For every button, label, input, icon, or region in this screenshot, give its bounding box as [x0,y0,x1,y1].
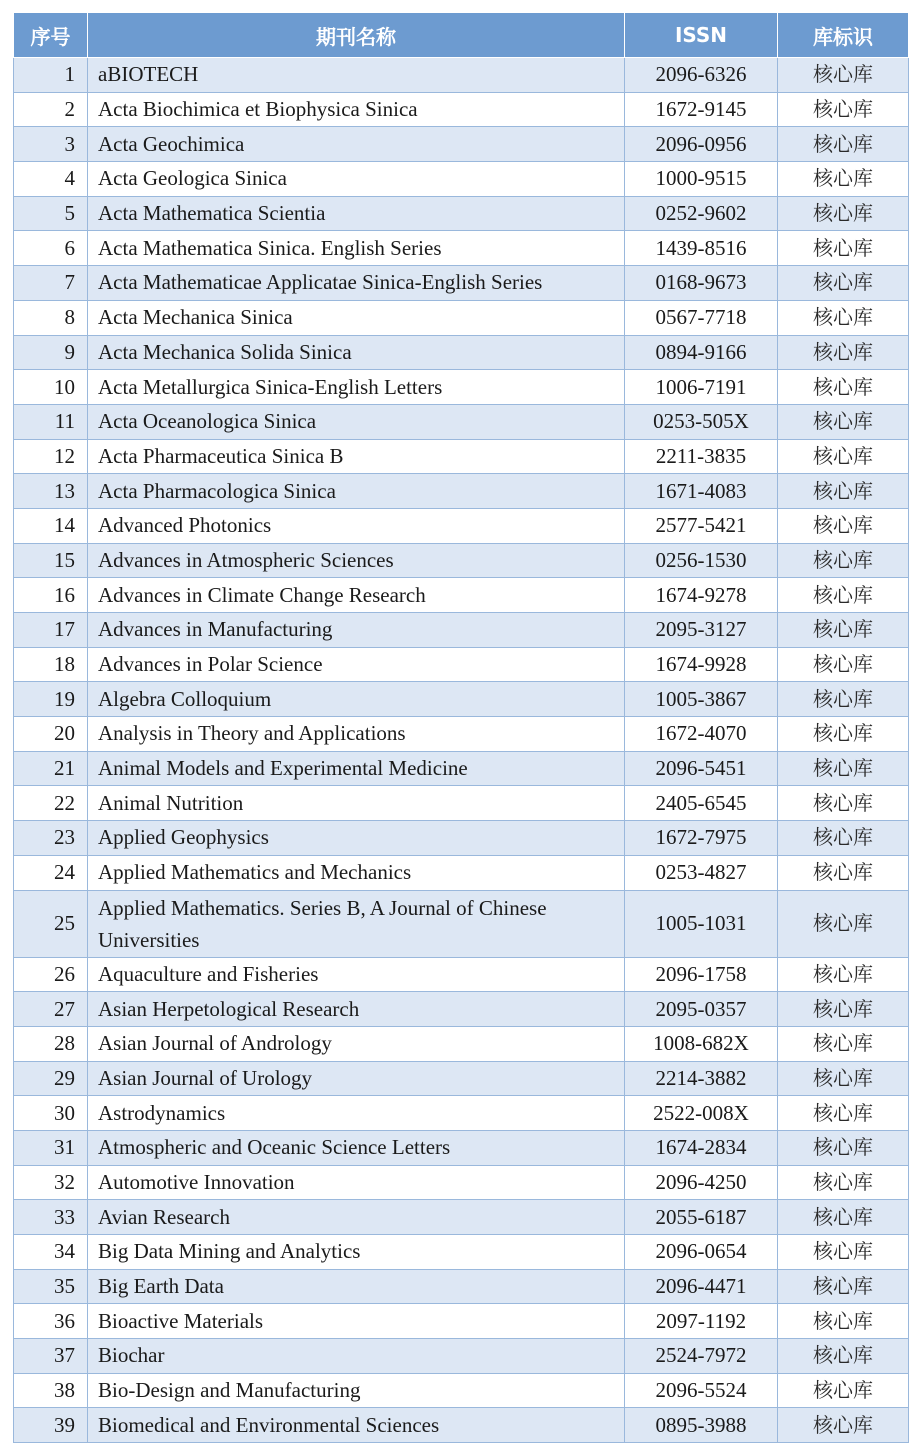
table-row [14,682,909,717]
journal-name: aBIOTECH [88,58,625,93]
row-number: 25 [14,890,88,957]
row-number: 23 [14,821,88,856]
table-row [14,266,909,301]
issn-value: 2522-008X [625,1096,778,1131]
table-row [14,1096,909,1131]
row-number: 5 [14,196,88,231]
journal-name: Applied Mathematics. Series B, A Journal of Chinese Universities [88,890,625,957]
issn-value: 2096-6326 [625,58,778,93]
library-tag: 核心库 [778,1408,909,1443]
row-number: 1 [14,58,88,93]
table-row [14,474,909,509]
issn-value: 0253-4827 [625,855,778,890]
library-tag: 核心库 [778,508,909,543]
issn-value: 2096-4250 [625,1165,778,1200]
library-tag: 核心库 [778,957,909,992]
journal-table [13,12,909,1443]
table-row [14,1235,909,1270]
table-row [14,1026,909,1061]
row-number: 30 [14,1096,88,1131]
library-tag: 核心库 [778,231,909,266]
library-tag: 核心库 [778,786,909,821]
row-number: 39 [14,1408,88,1443]
row-number: 4 [14,162,88,197]
library-tag: 核心库 [778,300,909,335]
issn-value: 2214-3882 [625,1061,778,1096]
issn-value: 1672-9145 [625,92,778,127]
library-tag: 核心库 [778,370,909,405]
row-number: 16 [14,578,88,613]
issn-value: 1005-1031 [625,890,778,957]
table-row [14,613,909,648]
journal-name: Asian Herpetological Research [88,992,625,1027]
table-row [14,1339,909,1374]
row-number: 2 [14,92,88,127]
journal-name: Acta Mathematica Scientia [88,196,625,231]
library-tag: 核心库 [778,162,909,197]
journal-name: Big Earth Data [88,1269,625,1304]
row-number: 7 [14,266,88,301]
issn-value: 1671-4083 [625,474,778,509]
header-lib: 库标识 [778,13,909,58]
library-tag: 核心库 [778,1339,909,1374]
library-tag: 核心库 [778,266,909,301]
library-tag: 核心库 [778,578,909,613]
journal-name: Advances in Atmospheric Sciences [88,543,625,578]
journal-name: Aquaculture and Fisheries [88,957,625,992]
table-row [14,231,909,266]
library-tag: 核心库 [778,1165,909,1200]
issn-value: 1000-9515 [625,162,778,197]
table-row [14,647,909,682]
journal-name: Advances in Manufacturing [88,613,625,648]
library-tag: 核心库 [778,1096,909,1131]
table-row [14,1373,909,1408]
row-number: 9 [14,335,88,370]
journal-name: Animal Models and Experimental Medicine [88,751,625,786]
library-tag: 核心库 [778,474,909,509]
journal-name: Advanced Photonics [88,508,625,543]
issn-value: 1439-8516 [625,231,778,266]
header-name: 期刊名称 [88,13,625,58]
row-number: 8 [14,300,88,335]
journal-name: Acta Mechanica Sinica [88,300,625,335]
row-number: 20 [14,717,88,752]
journal-name: Atmospheric and Oceanic Science Letters [88,1130,625,1165]
issn-value: 2524-7972 [625,1339,778,1374]
library-tag: 核心库 [778,992,909,1027]
table-row [14,1408,909,1443]
library-tag: 核心库 [778,1235,909,1270]
library-tag: 核心库 [778,1130,909,1165]
journal-name: Acta Metallurgica Sinica-English Letters [88,370,625,405]
journal-name: Avian Research [88,1200,625,1235]
library-tag: 核心库 [778,1200,909,1235]
row-number: 24 [14,855,88,890]
library-tag: 核心库 [778,647,909,682]
journal-name: Acta Geologica Sinica [88,162,625,197]
issn-value: 1672-7975 [625,821,778,856]
table-row [14,751,909,786]
table-row [14,162,909,197]
row-number: 28 [14,1026,88,1061]
table-row [14,957,909,992]
row-number: 11 [14,404,88,439]
issn-value: 0252-9602 [625,196,778,231]
table-row [14,578,909,613]
library-tag: 核心库 [778,1061,909,1096]
header-no: 序号 [14,13,88,58]
table-row [14,992,909,1027]
issn-value: 0253-505X [625,404,778,439]
row-number: 15 [14,543,88,578]
row-number: 13 [14,474,88,509]
row-number: 26 [14,957,88,992]
issn-value: 2096-4471 [625,1269,778,1304]
library-tag: 核心库 [778,92,909,127]
table-row [14,196,909,231]
table-row [14,821,909,856]
issn-value: 2095-3127 [625,613,778,648]
journal-name: Automotive Innovation [88,1165,625,1200]
journal-name: Acta Oceanologica Sinica [88,404,625,439]
journal-name: Asian Journal of Andrology [88,1026,625,1061]
library-tag: 核心库 [778,1304,909,1339]
library-tag: 核心库 [778,1373,909,1408]
issn-value: 2405-6545 [625,786,778,821]
row-number: 38 [14,1373,88,1408]
table-row [14,370,909,405]
journal-name: Biomedical and Environmental Sciences [88,1408,625,1443]
journal-name: Acta Geochimica [88,127,625,162]
table-row [14,890,909,957]
row-number: 14 [14,508,88,543]
row-number: 37 [14,1339,88,1374]
issn-value: 2096-0956 [625,127,778,162]
row-number: 18 [14,647,88,682]
journal-name: Advances in Climate Change Research [88,578,625,613]
library-tag: 核心库 [778,335,909,370]
row-number: 17 [14,613,88,648]
issn-value: 0894-9166 [625,335,778,370]
table-row [14,1304,909,1339]
library-tag: 核心库 [778,682,909,717]
journal-name: Acta Pharmaceutica Sinica B [88,439,625,474]
table-body [14,58,909,1443]
table-row [14,404,909,439]
table-row [14,1061,909,1096]
row-number: 21 [14,751,88,786]
issn-value: 2097-1192 [625,1304,778,1339]
library-tag: 核心库 [778,821,909,856]
table-row [14,335,909,370]
journal-name: Animal Nutrition [88,786,625,821]
row-number: 19 [14,682,88,717]
row-number: 10 [14,370,88,405]
row-number: 32 [14,1165,88,1200]
table-header [14,13,909,58]
journal-name: Big Data Mining and Analytics [88,1235,625,1270]
table-row [14,1130,909,1165]
library-tag: 核心库 [778,127,909,162]
journal-list [13,12,908,1443]
library-tag: 核心库 [778,58,909,93]
journal-name: Acta Pharmacologica Sinica [88,474,625,509]
journal-name: Advances in Polar Science [88,647,625,682]
library-tag: 核心库 [778,439,909,474]
issn-value: 2211-3835 [625,439,778,474]
row-number: 31 [14,1130,88,1165]
library-tag: 核心库 [778,855,909,890]
journal-name: Applied Geophysics [88,821,625,856]
table-row [14,717,909,752]
library-tag: 核心库 [778,1026,909,1061]
issn-value: 2096-0654 [625,1235,778,1270]
row-number: 12 [14,439,88,474]
issn-value: 0895-3988 [625,1408,778,1443]
library-tag: 核心库 [778,751,909,786]
issn-value: 0168-9673 [625,266,778,301]
issn-value: 0567-7718 [625,300,778,335]
journal-name: Bioactive Materials [88,1304,625,1339]
issn-value: 1008-682X [625,1026,778,1061]
issn-value: 1672-4070 [625,717,778,752]
table-row [14,439,909,474]
header-issn: ISSN [625,13,778,58]
library-tag: 核心库 [778,196,909,231]
journal-name: Bio-Design and Manufacturing [88,1373,625,1408]
issn-value: 2096-5524 [625,1373,778,1408]
row-number: 3 [14,127,88,162]
issn-value: 1674-9928 [625,647,778,682]
issn-value: 0256-1530 [625,543,778,578]
table-row [14,1200,909,1235]
issn-value: 2095-0357 [625,992,778,1027]
table-row [14,786,909,821]
table-row [14,1165,909,1200]
issn-value: 1674-9278 [625,578,778,613]
issn-value: 1005-3867 [625,682,778,717]
table-row [14,58,909,93]
header-row [14,13,909,58]
table-row [14,508,909,543]
issn-value: 2096-5451 [625,751,778,786]
issn-value: 1006-7191 [625,370,778,405]
row-number: 6 [14,231,88,266]
issn-value: 2577-5421 [625,508,778,543]
row-number: 36 [14,1304,88,1339]
journal-name: Acta Mechanica Solida Sinica [88,335,625,370]
journal-name: Biochar [88,1339,625,1374]
journal-name: Astrodynamics [88,1096,625,1131]
journal-name: Algebra Colloquium [88,682,625,717]
journal-name: Analysis in Theory and Applications [88,717,625,752]
row-number: 34 [14,1235,88,1270]
issn-value: 2096-1758 [625,957,778,992]
table-row [14,855,909,890]
library-tag: 核心库 [778,1269,909,1304]
journal-name: Acta Mathematica Sinica. English Series [88,231,625,266]
journal-name: Acta Mathematicae Applicatae Sinica-English Series [88,266,625,301]
table-row [14,127,909,162]
table-row [14,1269,909,1304]
table-row [14,92,909,127]
row-number: 29 [14,1061,88,1096]
table-row [14,300,909,335]
table-row [14,543,909,578]
row-number: 33 [14,1200,88,1235]
issn-value: 2055-6187 [625,1200,778,1235]
library-tag: 核心库 [778,613,909,648]
journal-name: Asian Journal of Urology [88,1061,625,1096]
journal-name: Acta Biochimica et Biophysica Sinica [88,92,625,127]
issn-value: 1674-2834 [625,1130,778,1165]
row-number: 27 [14,992,88,1027]
journal-name: Applied Mathematics and Mechanics [88,855,625,890]
library-tag: 核心库 [778,543,909,578]
row-number: 22 [14,786,88,821]
library-tag: 核心库 [778,717,909,752]
library-tag: 核心库 [778,890,909,957]
row-number: 35 [14,1269,88,1304]
library-tag: 核心库 [778,404,909,439]
